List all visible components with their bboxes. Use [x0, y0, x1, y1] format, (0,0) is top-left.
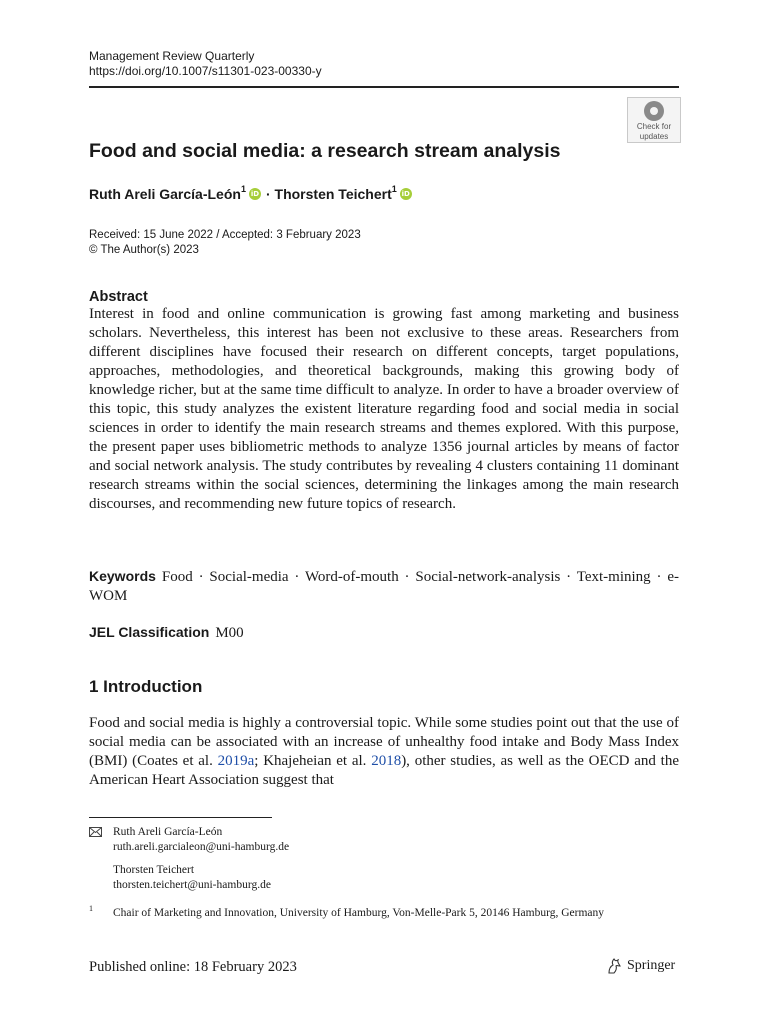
article-title: Food and social media: a research stream analysis [89, 140, 561, 162]
footnote-email-1[interactable]: ruth.areli.garcialeon@uni-hamburg.de [113, 841, 290, 853]
jel-label: JEL Classification [89, 624, 210, 640]
author-separator: · [265, 186, 271, 202]
received-accepted: Received: 15 June 2022 / Accepted: 3 February 2023 [89, 229, 361, 241]
orcid-icon[interactable]: iD [250, 190, 260, 198]
crossmark-label-1: Check for [636, 122, 672, 131]
affiliation-number: 1 [89, 904, 93, 913]
abstract-text: Interest in food and online communication is growing fast among marketing and business scholars. Nevertheless, this interest has been not exclusive to these areas. Researchers from different disciplines have focused their research on different concepts, target populations, approaches, methodologies, and theoretical backgrounds, making this growing body of knowledge richer, but at the same time difficult to analyze. In order to have a broader overview of this topic, this study analyzes the existent literature regarding food and social media in social sciences in order to identify the main research streams and themes explored. With this purpose, the present paper uses bibliometric methods to analyze 1356 journal articles by means of factor and social network analysis. The study contributes by revealing 4 clusters containing 11 dominant research streams within the social sciences, determining the linkages among the main research discourses, and recommending new future topics of research. [89, 306, 679, 512]
citation-link[interactable]: 2018 [371, 753, 402, 769]
jel-value: M00 [215, 625, 244, 641]
footnote-name-2: Thorsten Teichert [113, 864, 195, 876]
publisher-name: Springer [627, 958, 676, 973]
article-dates [89, 228, 361, 258]
springer-horse-icon [605, 957, 623, 975]
corresponding-author [113, 825, 289, 855]
author-2-name: Thorsten Teichert [274, 186, 392, 202]
intro-text-1: Food and social media is highly a controversial topic. While some studies point out that the use of social media can be associated with an increase of unhealthy food intake and Body Mass Index (BMI) (Coates et al. [89, 715, 679, 769]
keywords-label: Keywords [89, 568, 156, 584]
journal-name: Management Review Quarterly [89, 49, 255, 63]
abstract-heading: Abstract [89, 289, 148, 305]
section-heading-introduction: 1 Introduction [89, 677, 203, 696]
jel-classification [89, 623, 244, 643]
affiliation: Chair of Marketing and Innovation, University of Hamburg, Von-Melle-Park 5, 20146 Hamburg, Germany [113, 907, 605, 919]
envelope-icon [89, 826, 102, 841]
footnote-email-2[interactable]: thorsten.teichert@uni-hamburg.de [113, 879, 271, 891]
footnote-rule [89, 817, 272, 818]
doi-link[interactable]: https://doi.org/10.1007/s11301-023-00330-y [89, 64, 322, 78]
crossmark-icon [644, 101, 664, 121]
crossmark-badge[interactable] [627, 97, 681, 143]
author-1-name: Ruth Areli García-León [89, 186, 241, 202]
header-rule [89, 86, 679, 88]
keywords-text: Food · Social-media · Word-of-mouth · Social-network-analysis · Text-mining · e-WOM [89, 569, 679, 604]
copyright: © The Author(s) 2023 [89, 244, 199, 256]
keywords [89, 567, 679, 606]
citation-link[interactable]: 2019a [217, 753, 255, 769]
published-online: Published online: 18 February 2023 [89, 959, 297, 975]
crossmark-label-2: updates [639, 132, 669, 141]
intro-text-2: ; Khajeheian et al. [254, 753, 372, 769]
author-line: Ruth Areli García-León $^1$ iD · Thorsten Teichert $^1$ iD [89, 184, 410, 202]
journal-header [89, 49, 322, 79]
introduction-paragraph [89, 714, 679, 790]
publisher-logo[interactable] [605, 957, 675, 975]
intro-text-3: ), other studies, as well as the OECD and the American Heart Association suggest that [89, 753, 679, 788]
co-author [113, 863, 271, 893]
orcid-icon[interactable]: iD [401, 190, 410, 198]
footnote-name-1: Ruth Areli García-León [113, 826, 223, 838]
